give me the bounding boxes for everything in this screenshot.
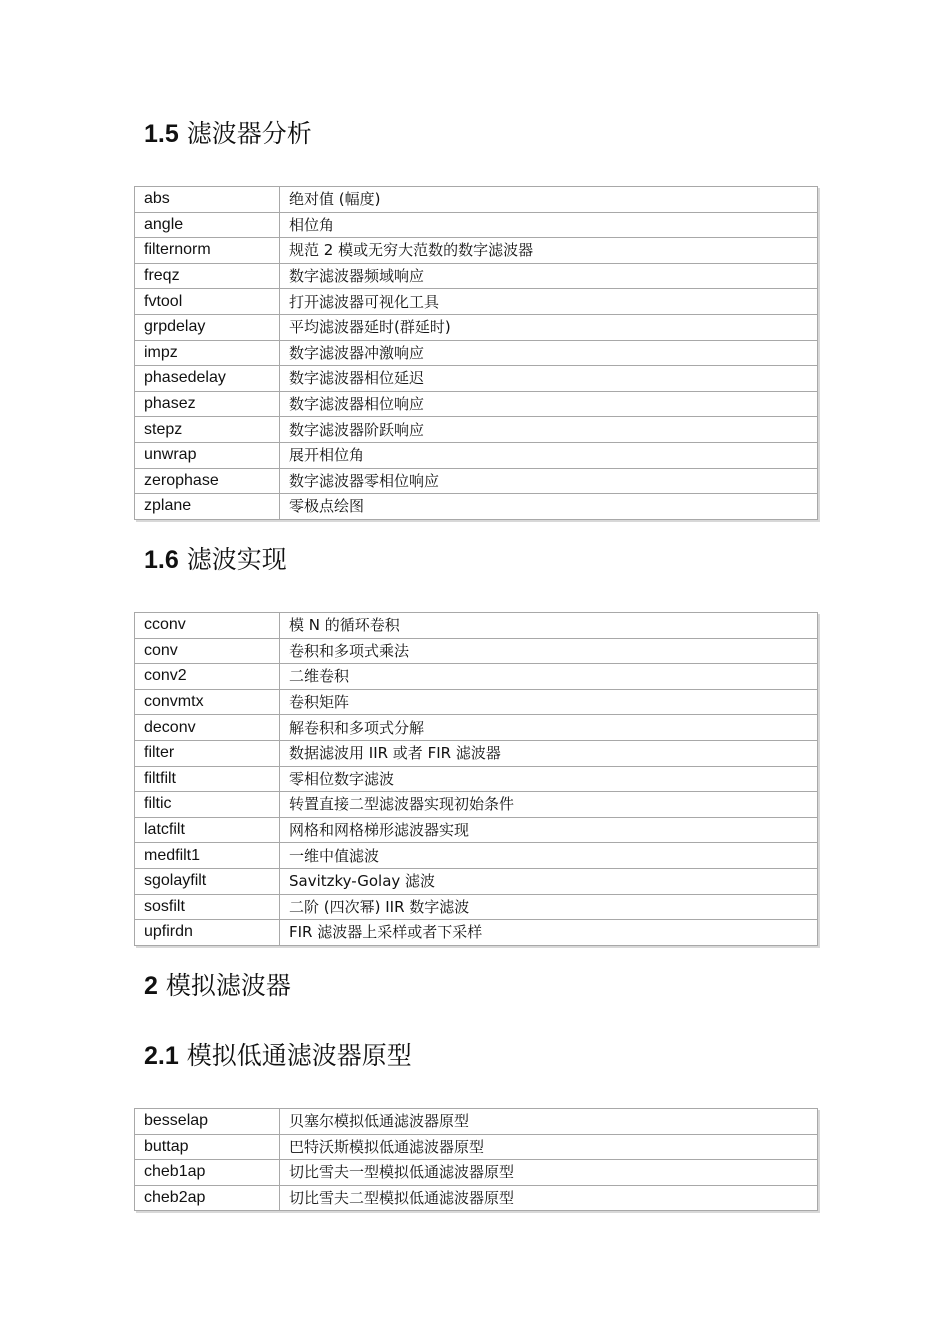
table-row <box>135 1160 818 1186</box>
function-description-cell: 数字滤波器相位响应 <box>280 391 818 417</box>
function-description-cell: 数字滤波器频域响应 <box>280 263 818 289</box>
function-description-cell: 平均滤波器延时(群延时) <box>280 314 818 340</box>
table-row <box>135 792 818 818</box>
function-name-cell: besselap <box>135 1109 280 1135</box>
function-description-cell: 数字滤波器相位延迟 <box>280 366 818 392</box>
table-row <box>135 689 818 715</box>
function-description-cell: Savitzky-Golay 滤波 <box>280 868 818 894</box>
function-description-cell: 零极点绘图 <box>280 494 818 520</box>
table-row <box>135 715 818 741</box>
function-description-cell: 数字滤波器零相位响应 <box>280 468 818 494</box>
function-name-cell: upfirdn <box>135 920 280 946</box>
function-name-cell: phasez <box>135 391 280 417</box>
function-description-cell: 解卷积和多项式分解 <box>280 715 818 741</box>
function-description-cell: 一维中值滤波 <box>280 843 818 869</box>
function-description-cell: 规范 2 模或无穷大范数的数字滤波器 <box>280 238 818 264</box>
function-table-filter-analysis <box>134 186 818 520</box>
function-description-cell: 零相位数字滤波 <box>280 766 818 792</box>
function-description-cell: 展开相位角 <box>280 442 818 468</box>
section-number: 2.1 <box>144 1042 179 1070</box>
function-name-cell: sosfilt <box>135 894 280 920</box>
function-description-cell: 巴特沃斯模拟低通滤波器原型 <box>280 1134 818 1160</box>
table-row <box>135 1134 818 1160</box>
table-row <box>135 238 818 264</box>
function-name-cell: zerophase <box>135 468 280 494</box>
section-number: 2 <box>144 972 158 1000</box>
function-description-cell: 切比雪夫二型模拟低通滤波器原型 <box>280 1185 818 1211</box>
function-name-cell: filternorm <box>135 238 280 264</box>
section-title: 模拟低通滤波器原型 <box>186 1041 412 1070</box>
table-row <box>135 817 818 843</box>
table-row <box>135 740 818 766</box>
function-description-cell: 二维卷积 <box>280 664 818 690</box>
function-description-cell: 贝塞尔模拟低通滤波器原型 <box>280 1109 818 1135</box>
function-description-cell: 数据滤波用 IIR 或者 FIR 滤波器 <box>280 740 818 766</box>
function-description-cell: 卷积矩阵 <box>280 689 818 715</box>
function-description-cell: 网格和网格梯形滤波器实现 <box>280 817 818 843</box>
table-row <box>135 417 818 443</box>
table-row <box>135 263 818 289</box>
table-row <box>135 391 818 417</box>
table-row <box>135 920 818 946</box>
function-name-cell: medfilt1 <box>135 843 280 869</box>
table-row <box>135 613 818 639</box>
function-description-cell: 数字滤波器冲激响应 <box>280 340 818 366</box>
function-description-cell: 打开滤波器可视化工具 <box>280 289 818 315</box>
table-row <box>135 843 818 869</box>
section-title: 滤波实现 <box>186 545 287 574</box>
function-description-cell: 转置直接二型滤波器实现初始条件 <box>280 792 818 818</box>
table-row <box>135 766 818 792</box>
section-title: 模拟滤波器 <box>165 971 291 1000</box>
function-name-cell: conv <box>135 638 280 664</box>
table-row <box>135 314 818 340</box>
table-row <box>135 289 818 315</box>
function-description-cell: 相位角 <box>280 212 818 238</box>
function-name-cell: filter <box>135 740 280 766</box>
function-name-cell: filtfilt <box>135 766 280 792</box>
function-name-cell: buttap <box>135 1134 280 1160</box>
function-name-cell: grpdelay <box>135 314 280 340</box>
table-row <box>135 468 818 494</box>
function-table-analog-lowpass-prototypes <box>134 1108 818 1211</box>
table-row <box>135 638 818 664</box>
function-name-cell: freqz <box>135 263 280 289</box>
function-name-cell: cheb2ap <box>135 1185 280 1211</box>
section-title: 滤波器分析 <box>186 119 312 148</box>
function-name-cell: abs <box>135 187 280 213</box>
table-row <box>135 187 818 213</box>
function-name-cell: conv2 <box>135 664 280 690</box>
table-row <box>135 1109 818 1135</box>
function-name-cell: cheb1ap <box>135 1160 280 1186</box>
function-table-filter-implementation <box>134 612 818 946</box>
table-row <box>135 1185 818 1211</box>
function-name-cell: phasedelay <box>135 366 280 392</box>
function-description-cell: 数字滤波器阶跃响应 <box>280 417 818 443</box>
function-description-cell: FIR 滤波器上采样或者下采样 <box>280 920 818 946</box>
section-heading-filter-analysis <box>144 118 312 150</box>
table-row <box>135 868 818 894</box>
table-row <box>135 442 818 468</box>
function-name-cell: fvtool <box>135 289 280 315</box>
function-description-cell: 切比雪夫一型模拟低通滤波器原型 <box>280 1160 818 1186</box>
function-description-cell: 模 N 的循环卷积 <box>280 613 818 639</box>
function-name-cell: unwrap <box>135 442 280 468</box>
table-row <box>135 494 818 520</box>
table-row <box>135 664 818 690</box>
function-name-cell: convmtx <box>135 689 280 715</box>
function-name-cell: filtic <box>135 792 280 818</box>
section-number: 1.6 <box>144 546 179 574</box>
function-description-cell: 卷积和多项式乘法 <box>280 638 818 664</box>
function-description-cell: 二阶 (四次幂) IIR 数字滤波 <box>280 894 818 920</box>
table-row <box>135 366 818 392</box>
function-name-cell: stepz <box>135 417 280 443</box>
section-heading-filter-implementation <box>144 544 287 576</box>
function-description-cell: 绝对值 (幅度) <box>280 187 818 213</box>
table-row <box>135 212 818 238</box>
function-name-cell: sgolayfilt <box>135 868 280 894</box>
section-heading-analog-filters <box>144 970 291 1002</box>
function-name-cell: zplane <box>135 494 280 520</box>
function-name-cell: cconv <box>135 613 280 639</box>
function-name-cell: latcfilt <box>135 817 280 843</box>
table-row <box>135 340 818 366</box>
table-row <box>135 894 818 920</box>
function-name-cell: angle <box>135 212 280 238</box>
section-number: 1.5 <box>144 120 179 148</box>
function-name-cell: deconv <box>135 715 280 741</box>
function-name-cell: impz <box>135 340 280 366</box>
section-heading-analog-lowpass-prototypes <box>144 1040 412 1072</box>
